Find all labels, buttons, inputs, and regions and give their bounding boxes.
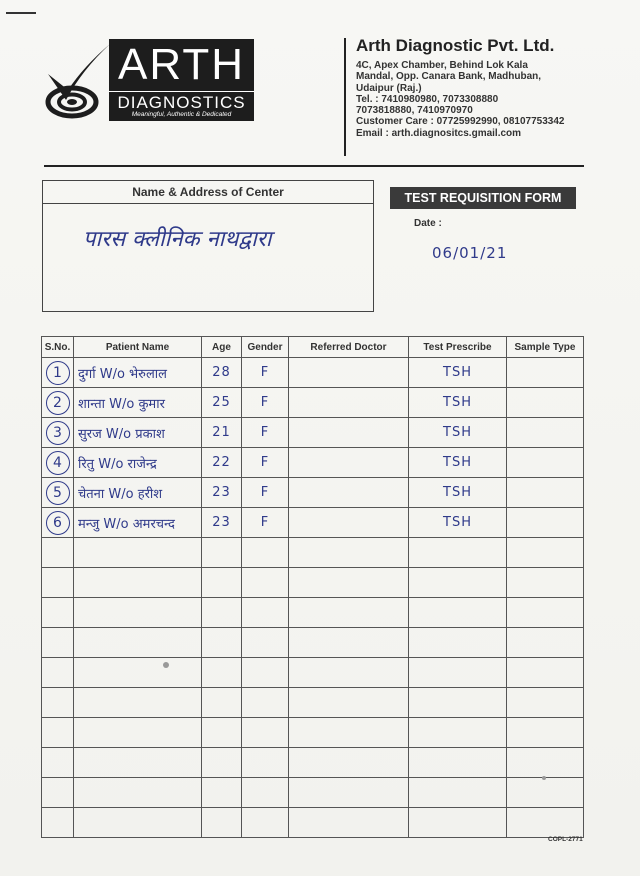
row-age: 21: [212, 425, 231, 440]
empty-cell: [42, 658, 74, 688]
empty-cell: [202, 538, 242, 568]
table-row-empty: [42, 538, 584, 568]
company-address: [356, 60, 616, 139]
empty-cell: [74, 808, 202, 838]
row-age: 28: [212, 365, 231, 380]
empty-cell: [42, 808, 74, 838]
empty-cell: [42, 748, 74, 778]
date-label: Date :: [414, 218, 442, 229]
empty-cell: [74, 598, 202, 628]
empty-cell: [289, 688, 409, 718]
date-value: 06/01/21: [432, 244, 508, 262]
row-patient-name: शान्ता W/o कुमार: [78, 396, 165, 412]
table-row: [42, 448, 584, 478]
empty-cell: [242, 658, 289, 688]
empty-cell: [507, 628, 584, 658]
empty-cell: [42, 538, 74, 568]
empty-cell: [409, 568, 507, 598]
table-row: [42, 388, 584, 418]
address-line: Email : arth.diagnositcs.gmail.com: [356, 127, 522, 139]
empty-cell: [242, 628, 289, 658]
empty-cell: [42, 628, 74, 658]
table-row: [42, 418, 584, 448]
brand-logo: [109, 39, 254, 121]
empty-cell: [409, 748, 507, 778]
empty-cell: [74, 778, 202, 808]
address-line: Mandal, Opp. Canara Bank, Madhuban,: [356, 71, 542, 83]
empty-cell: [409, 688, 507, 718]
row-gender: F: [260, 455, 270, 470]
target-logo-icon: [36, 40, 116, 124]
empty-cell: [409, 658, 507, 688]
center-heading: Name & Address of Center: [43, 181, 373, 204]
table-row: [42, 358, 584, 388]
logo-tagline: Meaningful, Authentic & Dedicated: [131, 111, 232, 118]
empty-cell: [242, 538, 289, 568]
row-test-prescribe: TSH: [443, 365, 472, 380]
empty-cell: [242, 718, 289, 748]
empty-cell: [409, 538, 507, 568]
empty-cell: [289, 778, 409, 808]
empty-cell: [289, 748, 409, 778]
row-sno: 5: [46, 481, 70, 505]
row-patient-name: मन्जु W/o अमरचन्द: [78, 516, 175, 532]
address-line: 4C, Apex Chamber, Behind Lok Kala: [356, 60, 528, 71]
table-row-empty: [42, 688, 584, 718]
logo-subtitle: DIAGNOSTICS: [109, 91, 254, 113]
table-row-empty: [42, 628, 584, 658]
header-divider: [344, 38, 346, 156]
row-test-prescribe: TSH: [443, 455, 472, 470]
empty-cell: [289, 658, 409, 688]
row-test-prescribe: TSH: [443, 425, 472, 440]
empty-cell: [507, 808, 584, 838]
table-row-empty: [42, 748, 584, 778]
empty-cell: [42, 688, 74, 718]
empty-cell: [409, 808, 507, 838]
header-sample-type: Sample Type: [507, 337, 584, 358]
empty-cell: [242, 598, 289, 628]
empty-cell: [409, 718, 507, 748]
empty-cell: [289, 808, 409, 838]
empty-cell: [507, 778, 584, 808]
empty-cell: [242, 808, 289, 838]
empty-cell: [202, 748, 242, 778]
paper-speck: [163, 662, 169, 668]
empty-cell: [242, 748, 289, 778]
address-line: Tel. : 7410980980, 7073308880: [356, 93, 499, 105]
empty-cell: [409, 628, 507, 658]
company-name: Arth Diagnostic Pvt. Ltd.: [356, 36, 555, 55]
empty-cell: [202, 718, 242, 748]
empty-cell: [289, 568, 409, 598]
row-sno: 3: [46, 421, 70, 445]
header-test-prescribe: Test Prescribe: [409, 337, 507, 358]
header-age: Age: [202, 337, 242, 358]
patient-table: [41, 336, 584, 838]
empty-cell: [289, 598, 409, 628]
table-row-empty: [42, 568, 584, 598]
empty-cell: [202, 598, 242, 628]
empty-cell: [242, 688, 289, 718]
empty-cell: [74, 568, 202, 598]
empty-cell: [409, 598, 507, 628]
empty-cell: [507, 748, 584, 778]
empty-cell: [42, 598, 74, 628]
header-rule: [44, 165, 584, 167]
empty-cell: [42, 568, 74, 598]
center-address-box: [42, 180, 374, 312]
table-row-empty: [42, 658, 584, 688]
address-line: Udaipur (Raj.): [356, 82, 422, 94]
empty-cell: [202, 628, 242, 658]
header-referred-doctor: Referred Doctor: [289, 337, 409, 358]
center-handwritten-name: पारस क्लीनिक नाथद्वारा: [83, 227, 272, 252]
row-gender: F: [260, 485, 270, 500]
row-age: 23: [212, 485, 231, 500]
empty-cell: [507, 598, 584, 628]
empty-cell: [242, 778, 289, 808]
row-sno: 1: [46, 361, 70, 385]
empty-cell: [202, 568, 242, 598]
header-sno: S.No.: [42, 337, 74, 358]
empty-cell: [202, 658, 242, 688]
row-age: 25: [212, 395, 231, 410]
empty-cell: [202, 688, 242, 718]
row-sno: 4: [46, 451, 70, 475]
empty-cell: [409, 778, 507, 808]
empty-cell: [289, 538, 409, 568]
row-sno: 2: [46, 391, 70, 415]
row-age: 22: [212, 455, 231, 470]
empty-cell: [42, 718, 74, 748]
empty-cell: [74, 688, 202, 718]
row-patient-name: सुरज W/o प्रकाश: [78, 426, 165, 442]
header-patient-name: Patient Name: [74, 337, 202, 358]
table-row-empty: [42, 778, 584, 808]
row-patient-name: दुर्गा W/o भेरुलाल: [78, 366, 167, 382]
row-patient-name: चेतना W/o हरीश: [78, 486, 163, 502]
empty-cell: [74, 748, 202, 778]
form-title: TEST REQUISITION FORM: [390, 187, 576, 209]
table-row: [42, 508, 584, 538]
row-gender: F: [260, 425, 270, 440]
empty-cell: [289, 718, 409, 748]
empty-cell: [202, 778, 242, 808]
address-line: Customer Care : 07725992990, 08107753342: [356, 116, 565, 128]
empty-cell: [242, 568, 289, 598]
empty-cell: [507, 538, 584, 568]
empty-cell: [507, 568, 584, 598]
table-row-empty: [42, 718, 584, 748]
paper-mark: [6, 12, 36, 14]
row-gender: F: [260, 365, 270, 380]
header-gender: Gender: [242, 337, 289, 358]
table-row-empty: [42, 808, 584, 838]
row-gender: F: [260, 395, 270, 410]
row-test-prescribe: TSH: [443, 485, 472, 500]
empty-cell: [202, 808, 242, 838]
logo-title: ARTH: [118, 40, 245, 89]
table-row-empty: [42, 598, 584, 628]
form-code: COPL-2771: [548, 836, 583, 843]
row-test-prescribe: TSH: [443, 515, 472, 530]
empty-cell: [74, 538, 202, 568]
empty-cell: [42, 778, 74, 808]
table-row: [42, 478, 584, 508]
empty-cell: [289, 628, 409, 658]
empty-cell: [74, 628, 202, 658]
address-line: 7073818880, 7410970970: [356, 105, 473, 117]
row-age: 23: [212, 515, 231, 530]
table-header-row: [42, 337, 584, 358]
row-sno: 6: [46, 511, 70, 535]
paper-speck: [542, 776, 546, 780]
empty-cell: [74, 718, 202, 748]
empty-cell: [507, 688, 584, 718]
row-patient-name: रितु W/o राजेन्द्र: [78, 456, 157, 472]
empty-cell: [507, 718, 584, 748]
empty-cell: [74, 658, 202, 688]
row-gender: F: [260, 515, 270, 530]
empty-cell: [507, 658, 584, 688]
row-test-prescribe: TSH: [443, 395, 472, 410]
